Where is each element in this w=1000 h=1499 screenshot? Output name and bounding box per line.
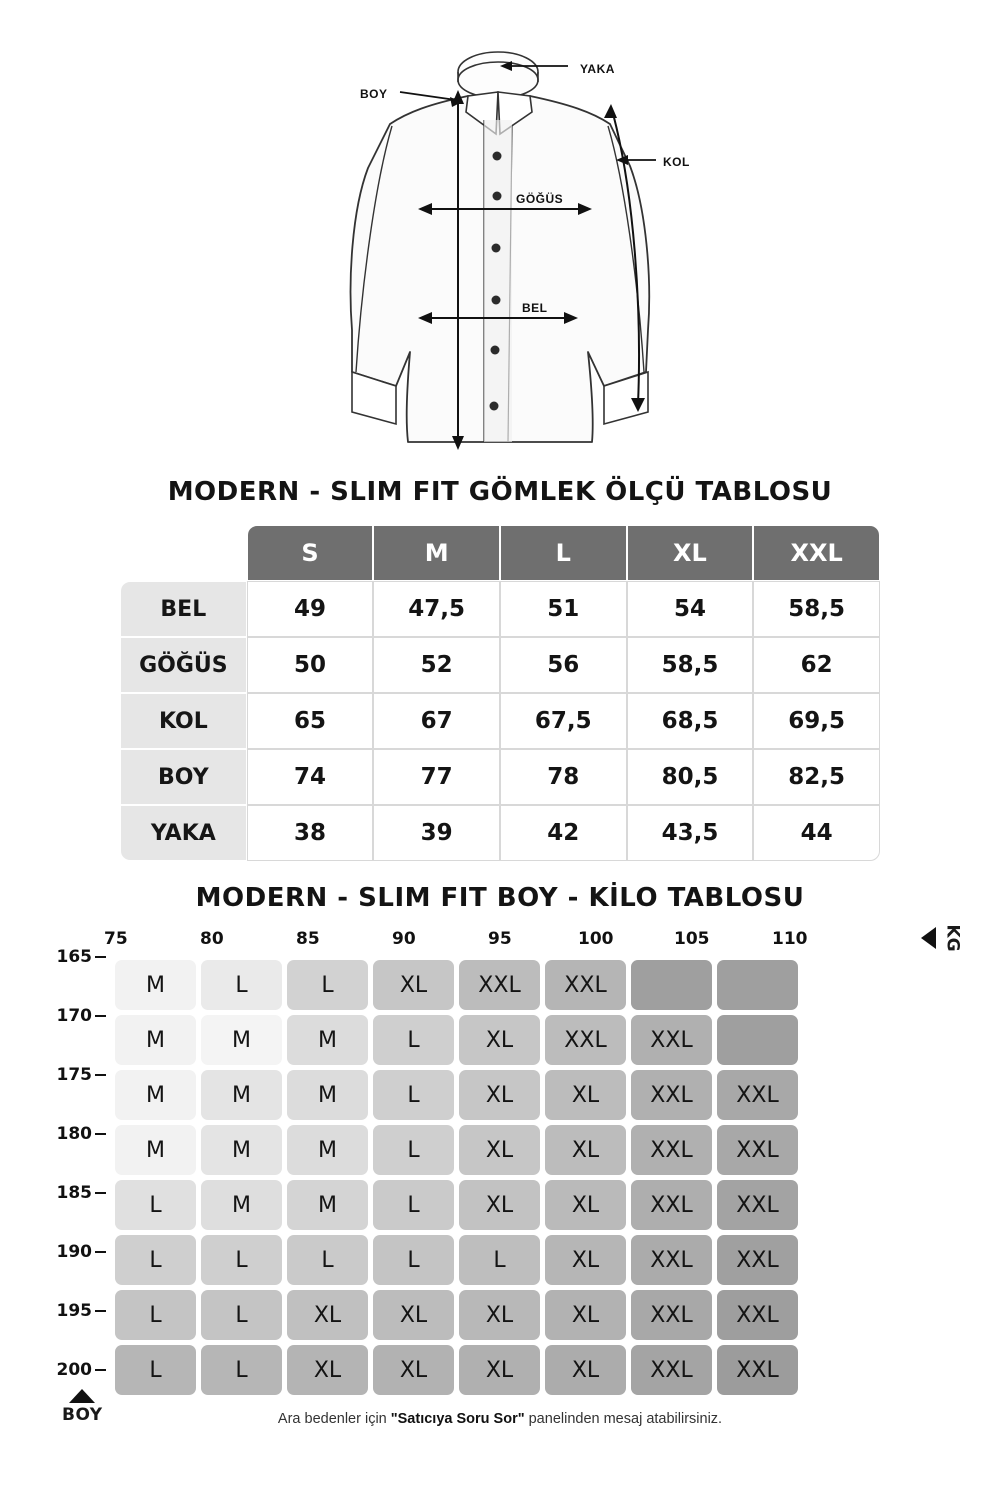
measure-col-xxl: XXL bbox=[753, 525, 880, 581]
grid-cell: XL bbox=[545, 1290, 626, 1340]
measure-cell: 44 bbox=[753, 805, 880, 861]
measure-cell: 78 bbox=[500, 749, 627, 805]
grid-cell: XXL bbox=[717, 1290, 798, 1340]
kg-tick: 105 bbox=[674, 929, 710, 949]
kg-axis-label: KG bbox=[942, 924, 963, 952]
measure-cell: 47,5 bbox=[373, 581, 500, 637]
measure-cell: 58,5 bbox=[627, 637, 754, 693]
grid-cell: XXL bbox=[631, 1180, 712, 1230]
height-tick: 180 bbox=[56, 1124, 92, 1144]
measure-row-label: BOY bbox=[120, 749, 247, 805]
measure-cell: 58,5 bbox=[753, 581, 880, 637]
grid-cell: XXL bbox=[545, 1015, 626, 1065]
measure-cell: 49 bbox=[247, 581, 374, 637]
measure-row-label: GÖĞÜS bbox=[120, 637, 247, 693]
grid-cell bbox=[717, 1015, 798, 1065]
height-tick-dash bbox=[95, 1369, 106, 1371]
grid-cell: XXL bbox=[631, 1015, 712, 1065]
table-row bbox=[115, 1290, 798, 1340]
measure-cell: 62 bbox=[753, 637, 880, 693]
grid-cell: M bbox=[115, 1070, 196, 1120]
grid-cell: XL bbox=[545, 1180, 626, 1230]
table-row bbox=[120, 637, 880, 693]
grid-cell: XXL bbox=[717, 1070, 798, 1120]
label-yaka: YAKA bbox=[580, 62, 615, 76]
footnote-after: panelinden mesaj atabilirsiniz. bbox=[524, 1411, 723, 1427]
measure-table-title: MODERN - SLIM FIT GÖMLEK ÖLÇÜ TABLOSU bbox=[167, 477, 833, 507]
kg-axis bbox=[0, 924, 1000, 955]
weight-table-title: MODERN - SLIM FIT BOY - KİLO TABLOSU bbox=[195, 883, 805, 913]
grid-cell: XL bbox=[373, 960, 454, 1010]
grid-cell: XXL bbox=[717, 1180, 798, 1230]
grid-cell: XXL bbox=[631, 1070, 712, 1120]
kg-tick: 110 bbox=[772, 929, 808, 949]
measure-col-m: M bbox=[373, 525, 500, 581]
height-tick-dash bbox=[95, 1251, 106, 1253]
height-tick: 165 bbox=[56, 947, 92, 967]
grid-cell: XXL bbox=[631, 1345, 712, 1395]
kg-tick: 100 bbox=[578, 929, 614, 949]
grid-cell: M bbox=[287, 1015, 368, 1065]
grid-cell: XXL bbox=[717, 1345, 798, 1395]
table-row bbox=[120, 581, 880, 637]
grid-cell: M bbox=[201, 1070, 282, 1120]
grid-cell: L bbox=[201, 1235, 282, 1285]
grid-cell: L bbox=[373, 1125, 454, 1175]
height-tick-dash bbox=[95, 1015, 106, 1017]
footnote-bold: "Satıcıya Soru Sor" bbox=[390, 1411, 525, 1427]
measure-cell: 38 bbox=[247, 805, 374, 861]
measure-cell: 56 bbox=[500, 637, 627, 693]
grid-cell: M bbox=[115, 960, 196, 1010]
table-row bbox=[120, 805, 880, 861]
grid-cell: M bbox=[115, 1125, 196, 1175]
grid-cell: XXL bbox=[631, 1290, 712, 1340]
measure-cell: 67,5 bbox=[500, 693, 627, 749]
height-tick-dash bbox=[95, 1192, 106, 1194]
footnote bbox=[0, 1411, 1000, 1427]
grid-cell: M bbox=[287, 1125, 368, 1175]
table-row bbox=[120, 749, 880, 805]
grid-cell: L bbox=[373, 1235, 454, 1285]
grid-cell: XL bbox=[459, 1290, 540, 1340]
height-axis bbox=[0, 947, 110, 1425]
measure-table-corner bbox=[120, 525, 247, 581]
height-tick: 195 bbox=[56, 1301, 92, 1321]
label-kol: KOL bbox=[663, 155, 690, 169]
grid-cell: XL bbox=[459, 1180, 540, 1230]
kg-tick: 95 bbox=[488, 929, 512, 949]
grid-cell: M bbox=[287, 1180, 368, 1230]
grid-cell: L bbox=[115, 1290, 196, 1340]
grid-cell: M bbox=[201, 1125, 282, 1175]
grid-cell: XXL bbox=[631, 1235, 712, 1285]
height-tick-dash bbox=[95, 1310, 106, 1312]
height-tick-dash bbox=[95, 956, 106, 958]
grid-cell: XXL bbox=[459, 960, 540, 1010]
grid-cell: XL bbox=[459, 1070, 540, 1120]
measure-table bbox=[120, 525, 880, 861]
grid-cell: XL bbox=[373, 1290, 454, 1340]
shirt-diagram bbox=[0, 0, 1000, 465]
height-axis-label: BOY bbox=[62, 1405, 103, 1425]
height-tick: 185 bbox=[56, 1183, 92, 1203]
grid-cell: XL bbox=[545, 1125, 626, 1175]
grid-cell: L bbox=[373, 1070, 454, 1120]
grid-cell: XL bbox=[545, 1345, 626, 1395]
measure-table-wrap bbox=[120, 525, 880, 861]
table-row bbox=[115, 1125, 798, 1175]
grid-cell: XL bbox=[545, 1235, 626, 1285]
measure-cell: 52 bbox=[373, 637, 500, 693]
grid-cell: L bbox=[115, 1345, 196, 1395]
grid-cell: L bbox=[115, 1180, 196, 1230]
grid-cell: XXL bbox=[717, 1235, 798, 1285]
measure-cell: 39 bbox=[373, 805, 500, 861]
measure-row-label: YAKA bbox=[120, 805, 247, 861]
table-row bbox=[115, 960, 798, 1010]
measure-cell: 50 bbox=[247, 637, 374, 693]
size-grid-table bbox=[110, 955, 803, 1400]
table-row bbox=[115, 1015, 798, 1065]
measure-table-header-row bbox=[120, 525, 880, 581]
grid-cell: L bbox=[201, 1345, 282, 1395]
grid-cell: M bbox=[287, 1070, 368, 1120]
grid-cell: L bbox=[373, 1015, 454, 1065]
table-row bbox=[120, 693, 880, 749]
measure-cell: 67 bbox=[373, 693, 500, 749]
height-tick-dash bbox=[95, 1074, 106, 1076]
grid-cell: L bbox=[287, 1235, 368, 1285]
table-row bbox=[115, 1235, 798, 1285]
height-tick: 190 bbox=[56, 1242, 92, 1262]
measure-cell: 54 bbox=[627, 581, 754, 637]
triangle-left-icon bbox=[921, 927, 936, 949]
height-tick: 200 bbox=[56, 1360, 92, 1380]
grid-cell: XXL bbox=[631, 1125, 712, 1175]
measure-cell: 74 bbox=[247, 749, 374, 805]
grid-cell: M bbox=[201, 1180, 282, 1230]
measure-col-s: S bbox=[247, 525, 374, 581]
grid-cell bbox=[631, 960, 712, 1010]
table-row bbox=[115, 1345, 798, 1395]
measure-cell: 42 bbox=[500, 805, 627, 861]
measure-cell: 77 bbox=[373, 749, 500, 805]
table-row bbox=[115, 1070, 798, 1120]
kg-axis-badge bbox=[921, 924, 966, 952]
height-tick-dash bbox=[95, 1133, 106, 1135]
measure-row-label: BEL bbox=[120, 581, 247, 637]
grid-cell: L bbox=[201, 1290, 282, 1340]
grid-cell bbox=[717, 960, 798, 1010]
shirt-illustration bbox=[0, 0, 1000, 465]
grid-cell: XXL bbox=[717, 1125, 798, 1175]
grid-cell: L bbox=[201, 960, 282, 1010]
height-tick: 170 bbox=[56, 1006, 92, 1026]
kg-tick: 85 bbox=[296, 929, 320, 949]
kg-tick: 90 bbox=[392, 929, 416, 949]
grid-cell: XL bbox=[459, 1015, 540, 1065]
height-tick: 175 bbox=[56, 1065, 92, 1085]
measure-cell: 69,5 bbox=[753, 693, 880, 749]
table-row bbox=[115, 1180, 798, 1230]
label-gogus: GÖĞÜS bbox=[516, 192, 564, 206]
grid-cell: XL bbox=[459, 1345, 540, 1395]
label-bel: BEL bbox=[522, 301, 548, 315]
kg-tick: 80 bbox=[200, 929, 224, 949]
measure-cell: 80,5 bbox=[627, 749, 754, 805]
measure-row-label: KOL bbox=[120, 693, 247, 749]
grid-cell: XL bbox=[287, 1345, 368, 1395]
kg-tick: 75 bbox=[104, 929, 128, 949]
measure-col-l: L bbox=[500, 525, 627, 581]
grid-cell: M bbox=[115, 1015, 196, 1065]
label-boy: BOY bbox=[360, 87, 388, 101]
measure-cell: 82,5 bbox=[753, 749, 880, 805]
triangle-up-icon bbox=[69, 1389, 95, 1403]
grid-cell: L bbox=[287, 960, 368, 1010]
measure-cell: 68,5 bbox=[627, 693, 754, 749]
grid-cell: XL bbox=[459, 1125, 540, 1175]
grid-cell: M bbox=[201, 1015, 282, 1065]
footnote-before: Ara bedenler için bbox=[277, 1411, 391, 1427]
measure-col-xl: XL bbox=[627, 525, 754, 581]
grid-cell: XXL bbox=[545, 960, 626, 1010]
grid-cell: XL bbox=[545, 1070, 626, 1120]
measure-cell: 43,5 bbox=[627, 805, 754, 861]
grid-cell: XL bbox=[373, 1345, 454, 1395]
measure-cell: 65 bbox=[247, 693, 374, 749]
grid-cell: L bbox=[373, 1180, 454, 1230]
measure-cell: 51 bbox=[500, 581, 627, 637]
grid-cell: L bbox=[459, 1235, 540, 1285]
weight-grid-wrap bbox=[0, 924, 1000, 1449]
grid-cell: L bbox=[115, 1235, 196, 1285]
grid-cell: XL bbox=[287, 1290, 368, 1340]
